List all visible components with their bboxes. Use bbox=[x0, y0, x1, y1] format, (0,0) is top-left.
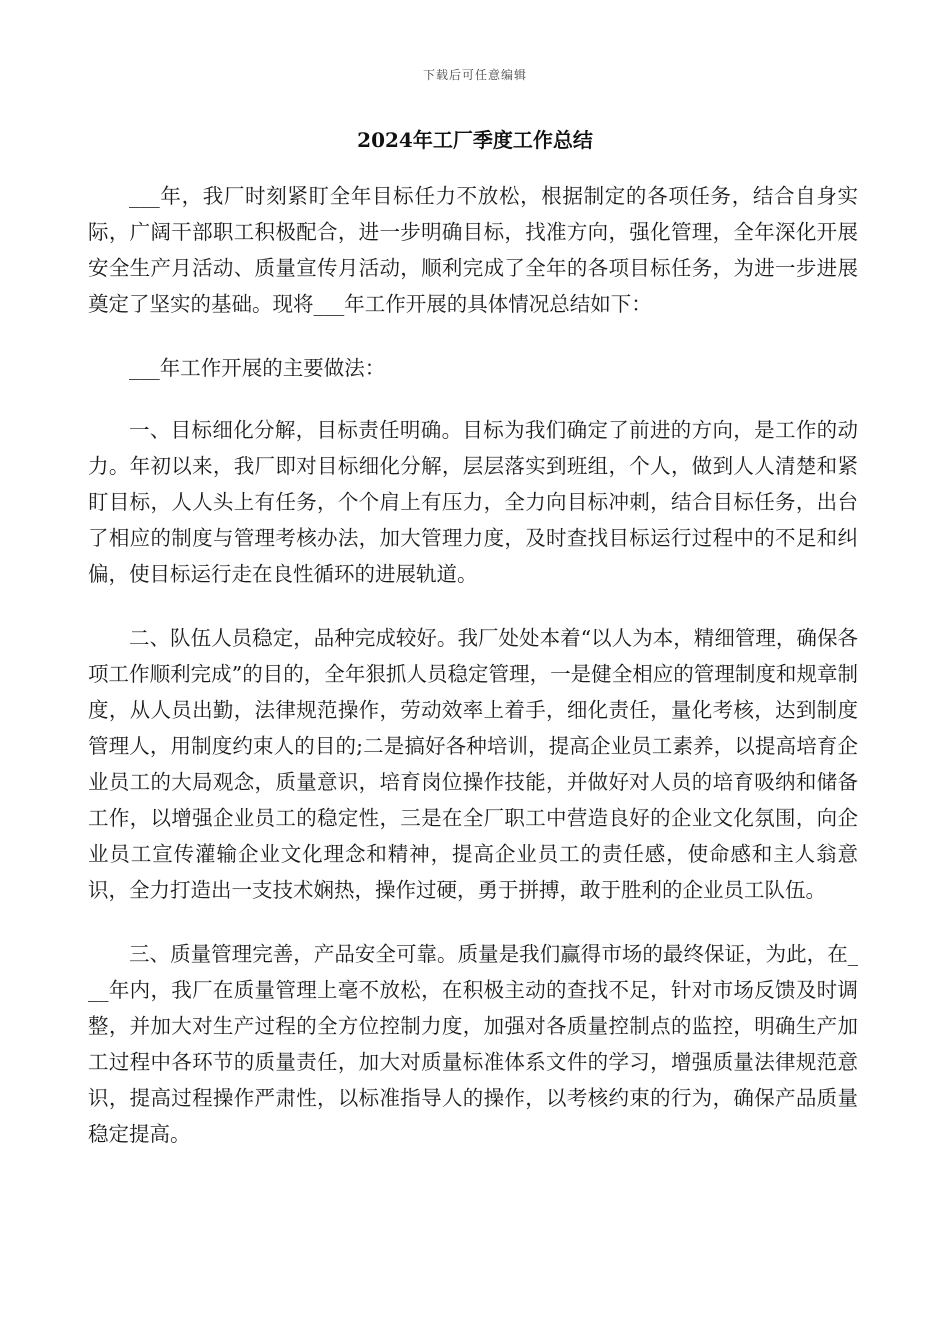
paragraph-section-2: 二、队伍人员稳定，品种完成较好。我厂处处本着“以人为本，精细管理，确保各项工作顺利完成”的目的，全年狠抓人员稳定管理，一是健全相应的管理制度和规章制度，从人员出勤，法律规范操作，劳动效率上着手，细化责任，量化考核，达到制度管理人，用制度约束人的目的;二是搞好各种培训，提高企业员工素养，以提高培育企业员工的大局观念，质量意识，培育岗位操作技能，并做好对人员的培育吸纳和储备工作，以增强企业员工的稳定性，三是在全厂职工中营造良好的企业文化氛围，向企业员工宣传灌输企业文化理念和精神，提高企业员工的责任感，使命感和主人翁意识，全力打造出一支技术娴热，操作过硬，勇于拼搏，敢于胜利的企业员工队伍。 bbox=[88, 626, 858, 902]
header-note: 下载后可任意编辑 bbox=[422, 68, 527, 82]
document-body bbox=[88, 178, 858, 1180]
paragraph-intro: ___年，我厂时刻紧盯全年目标任力不放松，根据制定的各项任务，结合自身实际，广阔干部职工积极配合，进一步明确目标，找准方向，强化管理，全年深化开展安全生产月活动、质量宣传月活动，顺利完成了全年的各项目标任务，为进一步进展奠定了坚实的基础。现将___年工作开展的具体情况总结如下： bbox=[88, 184, 858, 316]
document-title: 2024年工厂季度工作总结 bbox=[357, 128, 593, 152]
paragraph-main-practices: ___年工作开展的主要做法： bbox=[129, 356, 386, 380]
paragraph-section-3: 三、质量管理完善，产品安全可靠。质量是我们赢得市场的最终保证，为此，在___年内，我厂在质量管理上毫不放松，在积极主动的查找不足，针对市场反馈及时调整，并加大对生产过程的全方位控制力度，加强对各质量控制点的监控，明确生产加工过程中各环节的质量责任，加大对质量标准体系文件的学习，增强质量法律规范意识，提高过程操作严肃性，以标准指导人的操作，以考核约束的行为，确保产品质量稳定提高。 bbox=[88, 942, 858, 1146]
paragraph-section-1: 一、目标细化分解，目标责任明确。目标为我们确定了前进的方向，是工作的动力。年初以来，我厂即对目标细化分解，层层落实到班组，个人，做到人人清楚和紧盯目标，人人头上有任务，个个肩上有压力，全力向目标冲刺，结合目标任务，出台了相应的制度与管理考核办法，加大管理力度，及时查找目标运行过程中的不足和纠偏，使目标运行走在良性循环的进展轨道。 bbox=[88, 418, 858, 586]
